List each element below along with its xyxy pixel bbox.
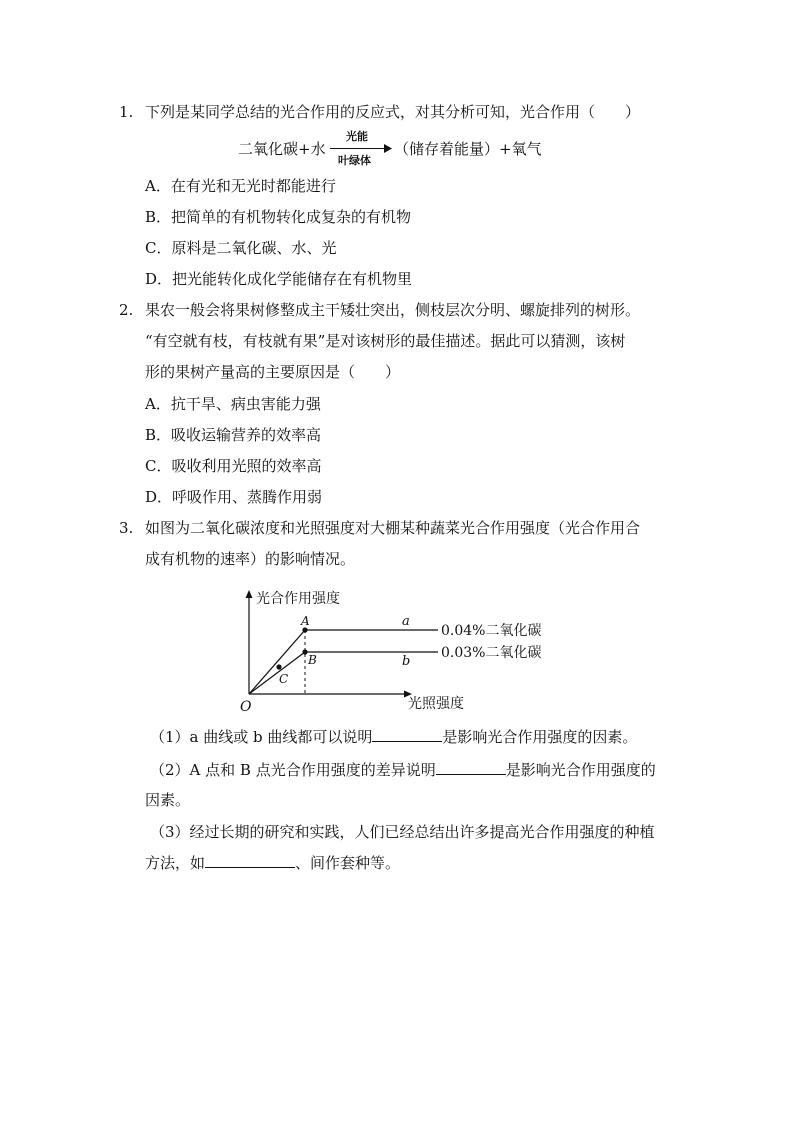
q3-sub3-answer-blank[interactable]	[205, 853, 295, 868]
question-1-number: 1.	[119, 103, 134, 121]
question-3-stem-line-2: 成有机物的速率）的影响情况。	[145, 550, 356, 568]
q1-option-d: D．把光能转化成化学能储存在有机物里	[145, 270, 413, 288]
q3-subquestion-2	[150, 760, 656, 780]
question-3-stem-line-1: 如图为二氧化碳浓度和光照强度对大棚某种蔬菜光合作用强度（光合作用合	[145, 519, 641, 537]
point-a-marker	[302, 627, 307, 632]
x-axis-label: 光照强度	[408, 696, 464, 712]
curve-a-legend: 0.04%二氧化碳	[441, 623, 542, 639]
photosynthesis-graph	[238, 588, 568, 716]
question-2-stem-line-3: 形的果树产量高的主要原因是（ ）	[145, 363, 401, 381]
curve-b-label: b	[402, 654, 411, 669]
q2-option-c: C．吸收利用光照的效率高	[145, 457, 322, 475]
y-axis-arrow-icon	[246, 590, 253, 598]
q2-option-b: B．吸收运输营养的效率高	[145, 426, 322, 444]
q1-option-a: A．在有光和无光时都能进行	[145, 177, 336, 195]
point-b-marker	[302, 649, 307, 654]
origin-label: O	[240, 699, 252, 715]
q3-subquestion-1	[150, 727, 637, 747]
q3-sub1-text-after: 是影响光合作用强度的因素。	[442, 728, 638, 746]
q3-sub3-text-before: 方法，如	[145, 854, 206, 872]
q3-sub3-line-1: （3）经过长期的研究和实践，人们已经总结出许多提高光合作用强度的种植	[150, 823, 655, 841]
question-2-stem-line-1: 果农一般会将果树修整成主干矮壮突出，侧枝层次分明、螺旋排列的树形。	[145, 301, 641, 319]
q1-option-c: C．原料是二氧化碳、水、光	[145, 239, 337, 257]
question-1-stem: 下列是某同学总结的光合作用的反应式，对其分析可知，光合作用（ ）	[145, 103, 641, 121]
question-2-number: 2.	[119, 301, 134, 319]
q3-sub2-answer-blank[interactable]	[436, 760, 506, 775]
curve-b-legend: 0.03%二氧化碳	[441, 645, 542, 661]
point-b-label: B	[308, 653, 317, 667]
q2-option-d: D．呼吸作用、蒸腾作用弱	[145, 488, 323, 506]
arrow-head-icon	[384, 144, 392, 153]
q3-subquestion-3	[145, 853, 400, 873]
q2-option-a: A．抗干旱、病虫害能力强	[145, 395, 321, 413]
q3-sub2-text-after: 是影响光合作用强度的	[505, 761, 656, 779]
q3-sub2-text-before: （2）A 点和 B 点光合作用强度的差异说明	[150, 761, 436, 779]
equation-arrow-condition-top: 光能	[346, 130, 368, 143]
q1-option-b: B．把简单的有机物转化成复杂的有机物	[145, 208, 412, 226]
equation-arrow-condition-bottom: 叶绿体	[338, 154, 371, 167]
question-2-stem-line-2: “有空就有枝，有枝就有果”是对该树形的最佳描述。据此可以猜测，该树	[145, 332, 626, 350]
q3-sub1-answer-blank[interactable]	[372, 727, 442, 742]
curve-a-label: a	[402, 614, 410, 629]
question-3-number: 3.	[119, 519, 134, 537]
equation-reactants: 二氧化碳+水	[238, 140, 326, 158]
q3-sub1-text-before: （1）a 曲线或 b 曲线都可以说明	[150, 728, 373, 746]
equation-arrow	[330, 148, 388, 149]
photosynthesis-equation	[238, 128, 568, 168]
equation-products: （储存着能量）+氧气	[394, 140, 542, 158]
q3-sub3-text-after: 、间作套种等。	[295, 854, 401, 872]
point-c-label: C	[279, 672, 289, 686]
y-axis-label: 光合作用强度	[256, 591, 340, 607]
point-a-label: A	[301, 614, 310, 628]
point-c-marker	[276, 664, 281, 669]
q3-sub2-line-2: 因素。	[145, 791, 191, 809]
